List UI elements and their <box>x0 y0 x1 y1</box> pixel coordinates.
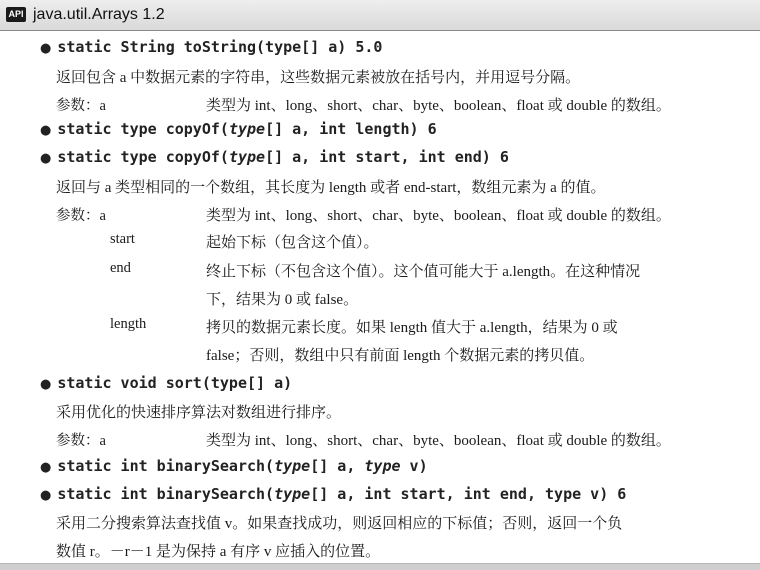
param-end-description-cont: 下，结果为 0 或 false。 <box>206 292 359 308</box>
method-tostring-signature <box>40 38 382 56</box>
param-length-description-cont: false；否则，数组中只有前面 length 个数据元素的拷贝值。 <box>206 348 595 364</box>
param-label: 参数：a <box>56 433 106 449</box>
method-copyof-description: 返回与 a 类型相同的一个数组，其长度为 length 或者 end-start，数组元素为 a 的值。 <box>56 180 606 196</box>
signature-prefix: static int binarySearch( <box>57 485 275 503</box>
signature-suffix: [] a, int length) 6 <box>265 120 437 138</box>
param-description: 类型为 int、long、short、char、byte、boolean、float 或 double 的数组。 <box>206 433 671 449</box>
bullet-icon: ● <box>40 41 52 56</box>
method-binarysearch-signature <box>40 457 428 475</box>
param-length-description: 拷贝的数据元素长度。如果 length 值大于 a.length，结果为 0 或 <box>206 320 618 336</box>
param-description: 类型为 int、long、short、char、byte、boolean、float 或 double 的数组。 <box>206 98 671 114</box>
param-end-description: 终止下标（不包含这个值）。这个值可能大于 a.length。在这种情况 <box>206 264 641 280</box>
method-tostring-description: 返回包含 a 中数据元素的字符串，这些数据元素被放在括号内，并用逗号分隔。 <box>56 70 581 86</box>
param-start-label: start <box>110 231 135 247</box>
api-badge-icon: API <box>6 7 26 22</box>
method-sort-signature <box>40 374 292 392</box>
signature-suffix: [] a, int start, int end) 6 <box>265 148 509 166</box>
signature-text: static void sort(type[] a) <box>57 374 293 392</box>
bullet-icon: ● <box>40 151 52 166</box>
signature-suffix: v) <box>400 457 428 475</box>
method-sort-description: 采用优化的快速排序算法对数组进行排序。 <box>56 405 342 421</box>
param-end-label: end <box>110 260 131 276</box>
signature-text: static String toString(type[] a) 5.0 <box>57 38 383 56</box>
signature-type-2: type <box>364 457 401 475</box>
signature-type: type <box>228 120 266 138</box>
param-label: 参数：a <box>56 208 106 224</box>
bullet-icon: ● <box>40 123 52 138</box>
param-description: 类型为 int、long、short、char、byte、boolean、float 或 double 的数组。 <box>206 208 671 224</box>
bullet-icon: ● <box>40 460 52 475</box>
bullet-icon: ● <box>40 488 52 503</box>
signature-suffix: [] a, int start, int end, type v) 6 <box>310 485 627 503</box>
method-copyof-length-signature <box>40 120 437 138</box>
signature-prefix: static type copyOf( <box>57 120 229 138</box>
param-length-label: length <box>110 316 147 332</box>
signature-middle: [] a, <box>310 457 365 475</box>
signature-prefix: static type copyOf( <box>57 148 229 166</box>
param-label: 参数：a <box>56 98 106 114</box>
method-copyof-range-signature <box>40 148 509 166</box>
param-start-description: 起始下标（包含这个值）。 <box>206 235 379 251</box>
signature-type: type <box>228 148 266 166</box>
signature-type: type <box>274 457 311 475</box>
signature-type: type <box>274 485 311 503</box>
signature-prefix: static int binarySearch( <box>57 457 275 475</box>
method-binarysearch-range-signature <box>40 485 626 503</box>
method-binarysearch-description: 采用二分搜索算法查找值 v。如果查找成功，则返回相应的下标值；否则，返回一个负 <box>56 516 623 532</box>
bullet-icon: ● <box>40 377 52 392</box>
api-class-title: java.util.Arrays 1.2 <box>33 6 165 23</box>
api-header <box>0 0 760 31</box>
method-binarysearch-description-cont: 数值 r。－r－1 是为保持 a 有序 v 应插入的位置。 <box>56 544 381 560</box>
